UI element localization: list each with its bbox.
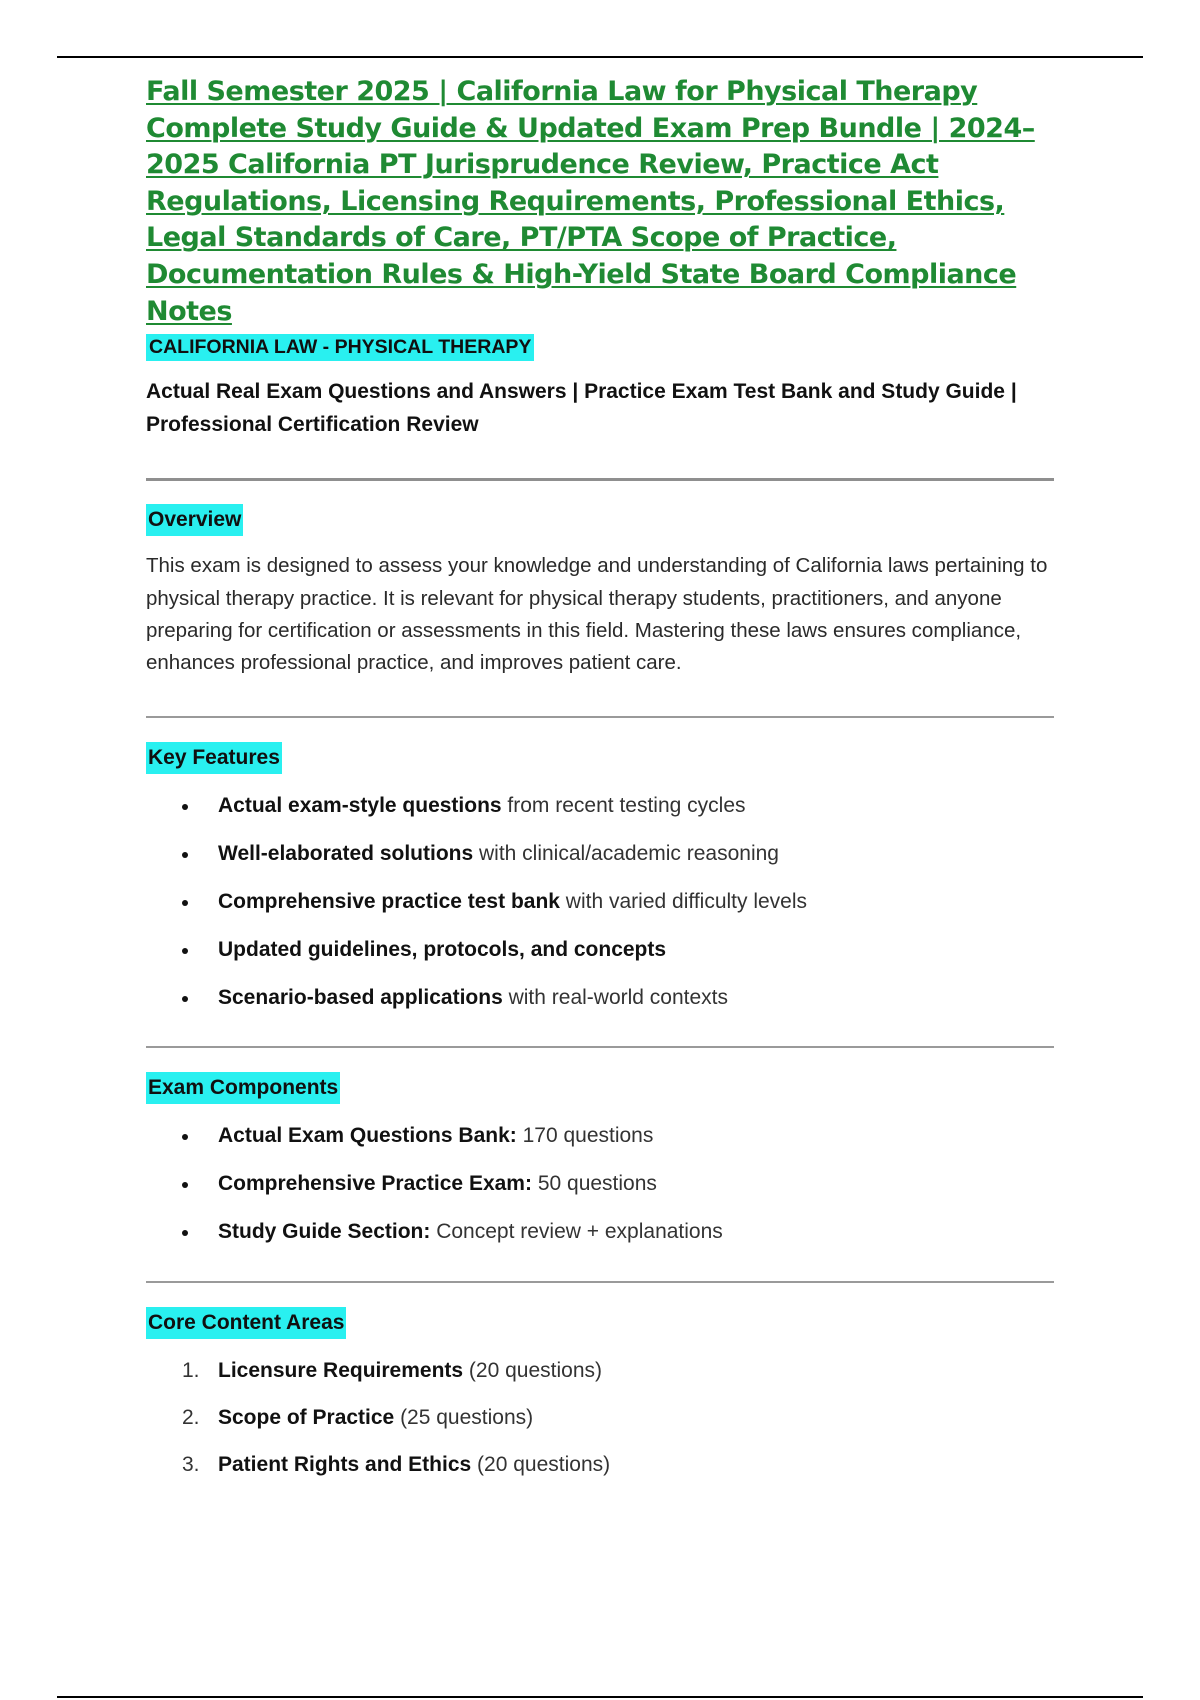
list-item: Comprehensive Practice Exam: 50 questions <box>146 1170 1058 1198</box>
page-bottom-rule <box>57 1696 1143 1698</box>
section-divider <box>146 716 1054 718</box>
bullet-icon <box>182 948 188 954</box>
bullet-icon <box>182 900 188 906</box>
exam-components-section <box>146 1072 1058 1246</box>
overview-text: This exam is designed to assess your knowledge and understanding of California laws pertaining to physical therapy practice. It is relevant for physical therapy students, practitioners, and anyone preparing for certification or assessments in this field. Mastering these laws ensures compliance, enhances professional practice, and improves patient care. <box>146 554 1048 675</box>
document-title: Fall Semester 2025 | California Law for Physical Therapy Complete Study Guide & Updated Exam Prep Bundle | 2024–2025 California PT Jurisprudence Review, Practice Act Regulations, Licensing Requirements, Professional Ethics, Legal Standards of Care, PT/PTA Scope of Practice, Documentation Rules & High-Yield State Board Compliance Notes <box>146 76 1035 327</box>
section-divider <box>146 478 1054 481</box>
page-top-rule <box>57 56 1143 58</box>
bullet-icon <box>182 852 188 858</box>
document-body <box>146 74 1058 1479</box>
list-item: Updated guidelines, protocols, and concepts <box>146 936 1058 964</box>
overview-heading: Overview <box>146 504 243 536</box>
list-number: 2. <box>182 1405 200 1429</box>
overview-section <box>146 504 1058 680</box>
bullet-icon <box>182 1134 188 1140</box>
key-features-section <box>146 742 1058 1012</box>
list-item: Scenario-based applications with real-world contexts <box>146 984 1058 1012</box>
bullet-icon <box>182 804 188 810</box>
list-item: Actual Exam Questions Bank: 170 questions <box>146 1122 1058 1150</box>
core-content-list <box>146 1357 1058 1479</box>
bullet-icon <box>182 996 188 1002</box>
exam-components-heading: Exam Components <box>146 1072 340 1104</box>
section-divider <box>146 1046 1054 1048</box>
section-divider <box>146 1281 1054 1283</box>
list-item: Well-elaborated solutions with clinical/academic reasoning <box>146 840 1058 868</box>
core-content-heading: Core Content Areas <box>146 1307 346 1339</box>
key-features-heading: Key Features <box>146 742 282 774</box>
list-item: Comprehensive practice test bank with varied difficulty levels <box>146 888 1058 916</box>
list-item: 3. Patient Rights and Ethics (20 questions) <box>146 1451 1058 1479</box>
list-item: 1. Licensure Requirements (20 questions) <box>146 1357 1058 1385</box>
exam-components-list <box>146 1122 1058 1246</box>
list-item: Study Guide Section: Concept review + explanations <box>146 1218 1058 1246</box>
tagline: Actual Real Exam Questions and Answers | Practice Exam Test Bank and Study Guide | Professional Certification Review <box>146 380 1017 436</box>
list-number: 3. <box>182 1452 200 1476</box>
key-features-list <box>146 792 1058 1012</box>
bullet-icon <box>182 1230 188 1236</box>
core-content-section <box>146 1307 1058 1479</box>
list-item: Actual exam-style questions from recent testing cycles <box>146 792 1058 820</box>
list-item: 2. Scope of Practice (25 questions) <box>146 1404 1058 1432</box>
bullet-icon <box>182 1182 188 1188</box>
list-number: 1. <box>182 1358 200 1382</box>
subject-tag: CALIFORNIA LAW - PHYSICAL THERAPY <box>146 334 534 361</box>
